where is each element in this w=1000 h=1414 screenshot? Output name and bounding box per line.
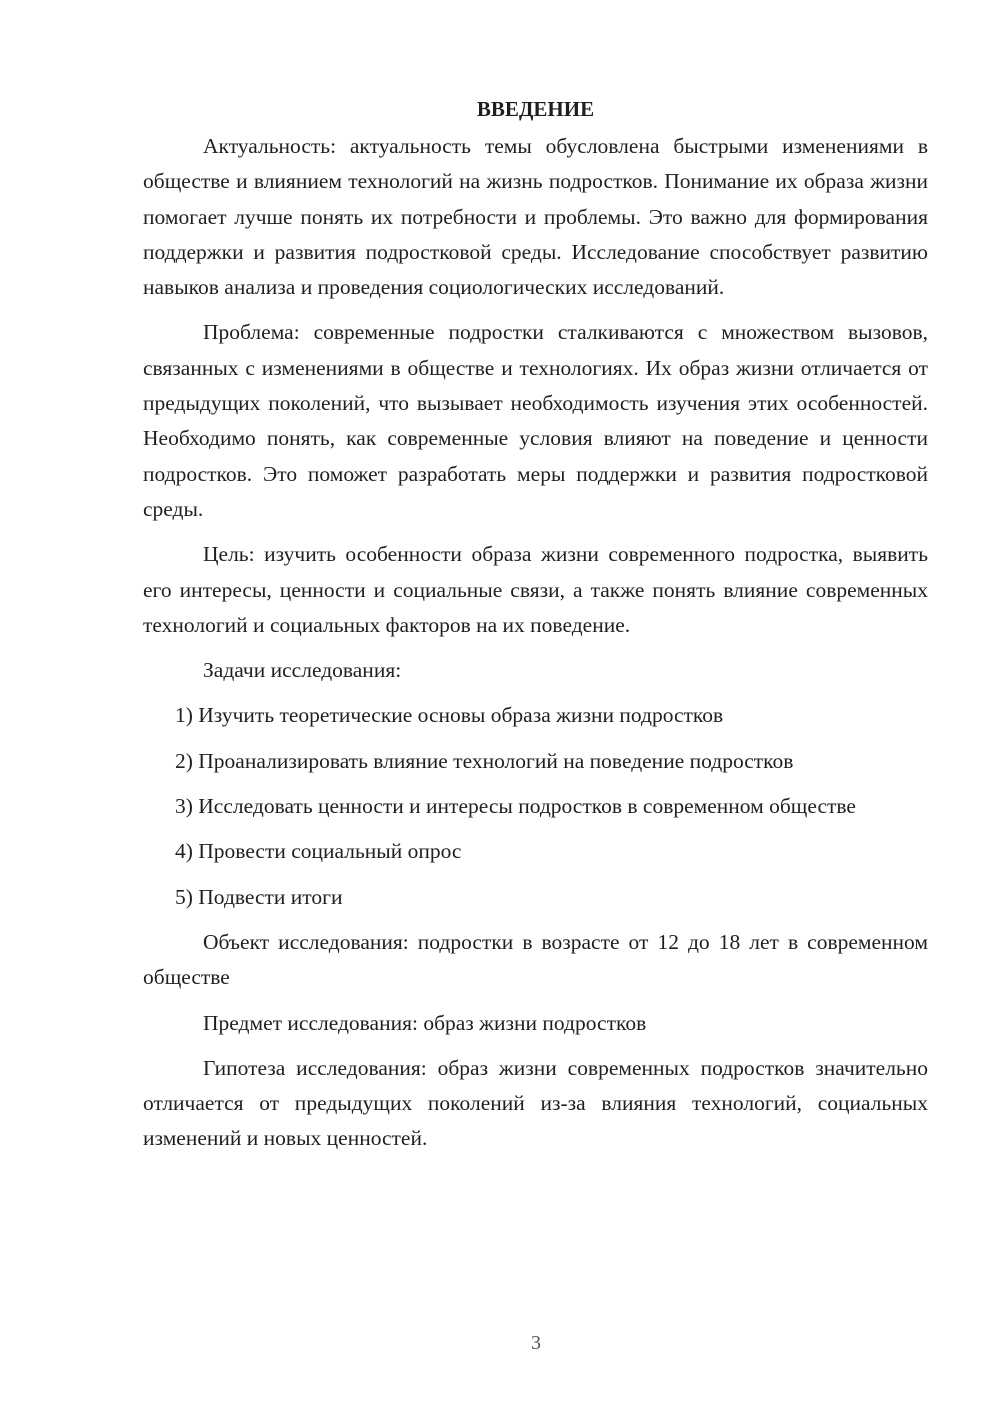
task-item-2: 2) Проанализировать влияние технологий на поведение подростков [175,748,794,773]
hypothesis-paragraph: Гипотеза исследования: образ жизни современных подростков значительно отличается от предыдущих поколений из-за влияния технологий, социальных изменений и новых ценностей. [143,1055,928,1151]
relevance-paragraph: Актуальность: актуальность темы обусловлена быстрыми изменениями в обществе и влиянием технологий на жизнь подростков. Понимание их образа жизни помогает лучше понять их потребности и проблемы. Это важно для формирования поддержки и развития подростковой среды. Исследование способствует развитию навыков анализа и проведения социологических исследований. [143,134,928,300]
tasks-heading: Задачи исследования: [203,658,402,683]
tasks-list [143,698,928,914]
subject-paragraph: Предмет исследования: образ жизни подростков [203,1010,647,1035]
problem-paragraph: Проблема: современные подростки сталкиваются с множеством вызовов, связанных с изменениями в обществе и технологиях. Их образ жизни отличается от предыдущих поколений, что вызывает необходимость изучения этих особенностей. Необходимо понять, как современные условия влияют на поведение и ценности подростков. Это поможет разработать меры поддержки и развития подростковой среды. [143,320,928,521]
task-item-3: 3) Исследовать ценности и интересы подростков в современном обществе [175,794,856,819]
task-item-5: 5) Подвести итоги [175,884,343,909]
section-title: ВВЕДЕНИЕ [476,97,595,121]
task-item-4: 4) Провести социальный опрос [175,839,462,864]
object-paragraph: Объект исследования: подростки в возрасте от 12 до 18 лет в современном обществе [143,929,928,990]
page-number: 3 [531,1332,541,1354]
document-page [143,92,928,1167]
goal-paragraph: Цель: изучить особенности образа жизни современного подростка, выявить его интересы, ценности и социальные связи, а также понять влияние современных технологий и социальных факторов на их поведение. [143,542,928,637]
task-item-1: 1) Изучить теоретические основы образа жизни подростков [175,703,724,728]
